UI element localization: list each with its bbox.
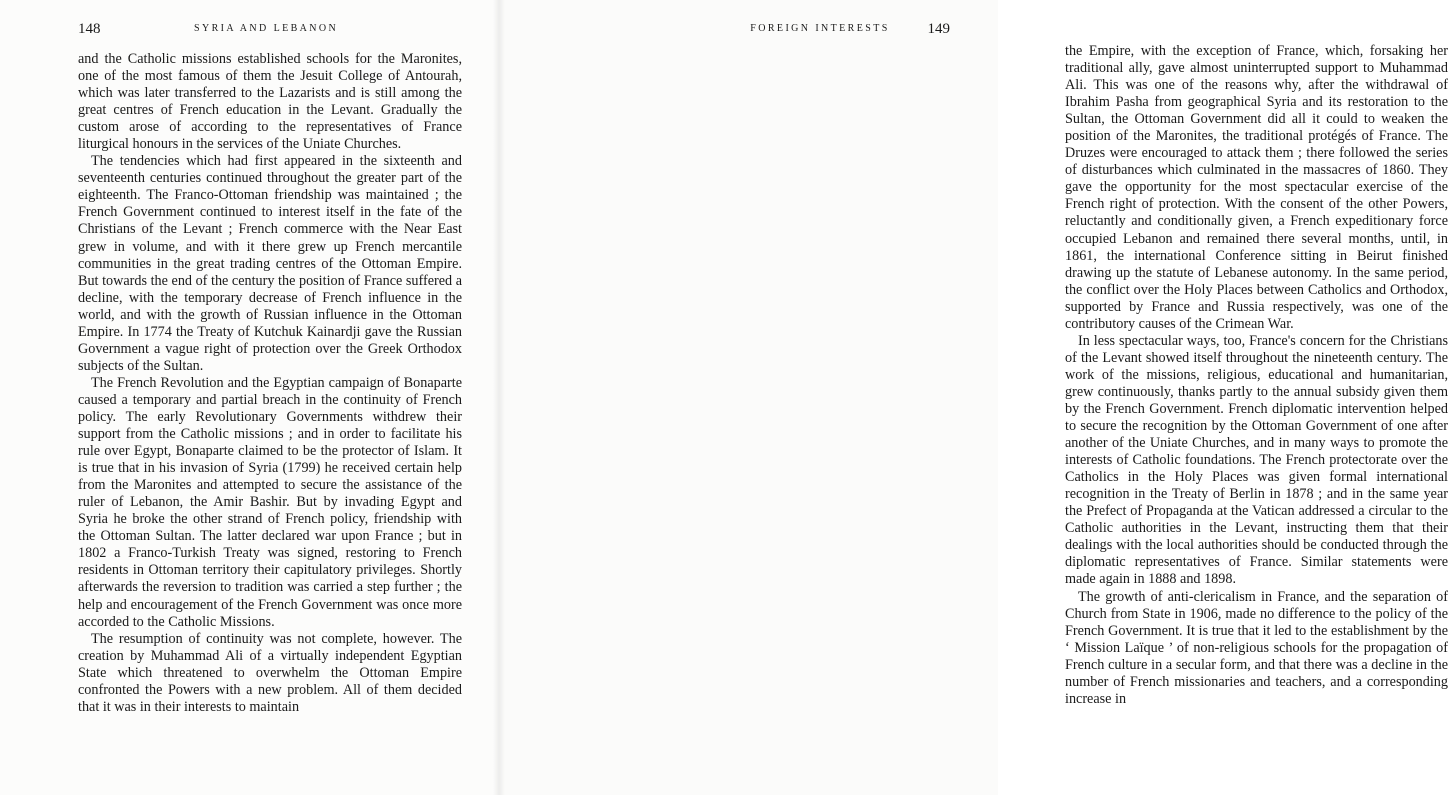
page-number: 148 [78, 21, 101, 37]
paragraph: In less spectacular ways, too, France's concern for the Christians of the Levant showed itself throughout the nineteenth century. The work of the missions, religious, educational and humanitarian, grew continuously, thanks partly to the annual subsidy given them by the French Government. French diplomatic intervention helped to secure the recognition by the Ottoman Government of one after another of the Uniate Churches, and in many ways to promote the interests of Catholic foundations. The French protectorate over the Catholics in the Holy Places was given formal international recognition in the Treaty of Berlin in 1878 ; and in the same year the Prefect of Propaganda at the Vatican addressed a circular to the Catholic authorities in the Levant, instructing them that their dealings with the local authorities should be conducted through the diplomatic representatives of France. Similar statements were made again in 1888 and 1898. [1065, 332, 1448, 588]
right-page-body [1065, 43, 1448, 708]
paragraph: and the Catholic missions established schools for the Maronites, one of the most famous of them the Jesuit College of Antourah, which was later transferred to the Lazarists and is still among the great centres of French education in the Levant. Gradually the custom arose of according to the representatives of France liturgical honours in the services of the Uniate Churches. [78, 51, 462, 153]
running-head: FOREIGN INTERESTS [750, 23, 890, 34]
paragraph: the Empire, with the exception of France, which, forsaking her traditional ally, gave almost uninterrupted support to Muhammad Ali. This was one of the reasons why, after the withdrawal of Ibrahim Pasha from geographical Syria and its restoration to the Sultan, the Ottoman Government did all it could to weaken the position of the Maronites, the traditional protégés of France. The Druzes were encouraged to attack them ; there followed the series of disturbances which culminated in the massacres of 1860. They gave the opportunity for the most spectacular exercise of the French right of protection. With the consent of the other Powers, reluctantly and conditionally given, a French expeditionary force occupied Lebanon and remained there several months, until, in 1861, the international Conference sitting in Beirut finished drawing up the statute of Lebanese autonomy. In the same period, the conflict over the Holy Places between Catholics and Orthodox, supported by France and Russia respectively, was one of the contributory causes of the Crimean War. [1065, 43, 1448, 332]
left-page [0, 0, 499, 795]
left-page-header [78, 18, 462, 40]
paragraph: The French Revolution and the Egyptian campaign of Bonaparte caused a temporary and partial breach in the continuity of French policy. The early Revolutionary Governments withdrew their support from the Catholic missions ; and in order to facilitate his rule over Egypt, Bonaparte claimed to be the protector of Islam. It is true that in his invasion of Syria (1799) he received certain help from the Maronites and attempted to secure the assistance of the ruler of Lebanon, the Amir Bashir. But by invading Egypt and Syria he broke the other strand of French policy, friendship with the Ottoman Sultan. The latter declared war upon France ; but in 1802 a Franco-Turkish Treaty was signed, restoring to French residents in Ottoman territory their capitulatory privileges. Shortly afterwards the reversion to tradition was carried a step further ; the help and encouragement of the French Government was once more accorded to the Catholic Missions. [78, 374, 462, 630]
right-page-header [566, 18, 950, 40]
page-number: 149 [927, 21, 950, 37]
left-page-body [78, 51, 462, 716]
paragraph: The growth of anti-clericalism in France, and the separation of Church from State in 1906, made no difference to the policy of the French Government. It is true that it led to the establishment by the ‘ Mission Laïque ’ of non-religious schools for the propagation of French culture in a secular form, and that there was a decline in the number of French missionaries and teachers, and a corresponding increase in [1065, 588, 1448, 707]
right-page [499, 0, 1448, 795]
paragraph: The resumption of continuity was not complete, however. The creation by Muhammad Ali of a virtually independent Egyptian State which threatened to overwhelm the Ottoman Empire confronted the Powers with a new problem. All of them decided that it was in their interests to maintain [78, 630, 462, 715]
book-gutter [493, 0, 505, 795]
paragraph: The tendencies which had first appeared in the sixteenth and seventeenth centuries continued throughout the greater part of the eighteenth. The Franco-Ottoman friendship was maintained ; the French Government continued to interest itself in the fate of the Christians of the Levant ; French commerce with the Near East grew in volume, and with it there grew up French mercantile communities in the great trading centres of the Ottoman Empire. But towards the end of the century the position of France suffered a decline, with the temporary decrease of French influence in the world, and with the growth of Russian influence in the Ottoman Empire. In 1774 the Treaty of Kutchuk Kainardji gave the Russian Government a vague right of protection over the Greek Orthodox subjects of the Sultan. [78, 153, 462, 374]
running-head: SYRIA AND LEBANON [194, 23, 339, 34]
